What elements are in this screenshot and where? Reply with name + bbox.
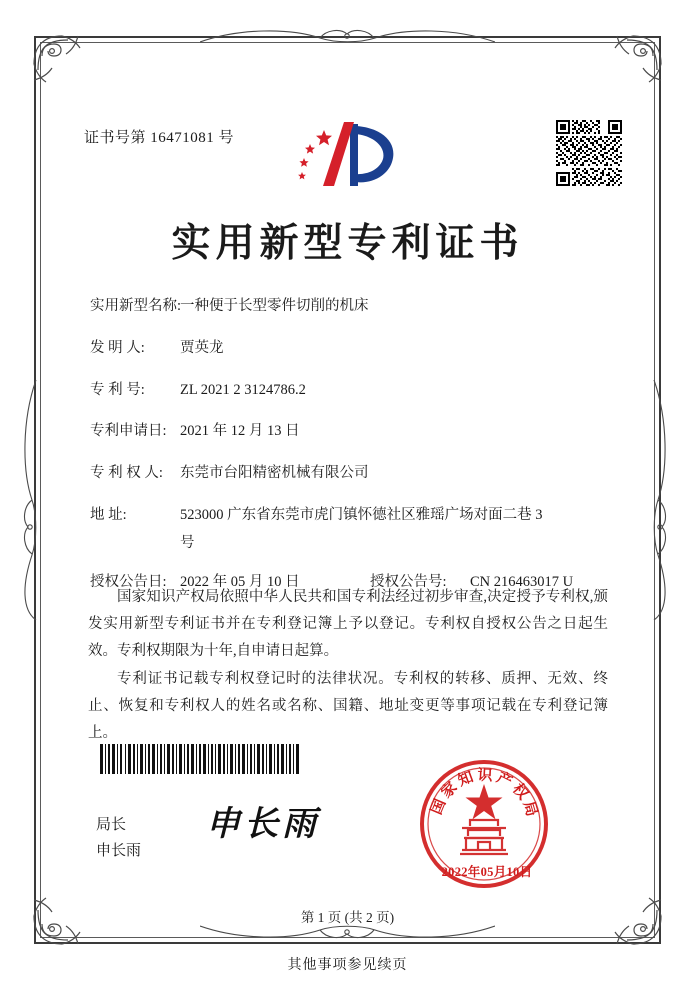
field-row-patent-number <box>90 380 610 402</box>
legal-paragraph: 国家知识产权局依照中华人民共和国专利法经过初步审查,决定授予专利权,颁发实用新型专利证书并在专利登记簿上予以登记。专利权自授权公告之日起生效。专利权期限为十年,自申请日起算。 <box>88 589 608 659</box>
barcode-icon <box>100 744 300 774</box>
page-indicator: 第 1 页 (共 2 页) <box>300 910 395 925</box>
field-label-grant-number: 授权公告号: <box>370 573 447 590</box>
legal-paragraph: 专利证书记载专利权登记时的法律状况。专利权的转移、质押、无效、终止、恢复和专利权人的姓名或名称、国籍、地址变更等事项记载在专利登记簿上。 <box>88 671 608 742</box>
page-title: 实用新型专利证书 <box>171 221 524 266</box>
cnipa-logo-icon <box>288 116 406 194</box>
address-line-2: 号 <box>180 534 195 551</box>
svg-text:国家知识产权局: 国家知识产权局 <box>426 765 543 822</box>
field-label-grant-date: 授权公告日: <box>90 573 167 590</box>
signature-labels <box>96 812 141 865</box>
director-name-label: 申长雨 <box>96 843 142 860</box>
field-label: 专利申请日: <box>90 423 167 440</box>
director-title-label: 局长 <box>96 817 127 833</box>
certificate-number: 证书号第 16471081 号 <box>84 130 235 146</box>
field-value: 2021 年 12 月 13 日 <box>180 423 300 440</box>
field-value-grant-date: 2022 年 05 月 10 日 <box>180 573 300 590</box>
field-label: 发 明 人: <box>90 339 145 356</box>
field-value: 东莞市台阳精密机械有限公司 <box>180 465 369 481</box>
field-value: 523000 广东省东莞市虎门镇怀德社区雅瑶广场对面二巷 3 <box>180 506 543 523</box>
field-row-utility-model-name <box>90 296 610 318</box>
field-value: 一种便于长型零件切削的机床 <box>180 298 369 314</box>
certificate-fields <box>90 296 610 613</box>
field-label: 专 利 号: <box>90 381 145 398</box>
field-row-patentee <box>90 463 610 485</box>
legal-text-block <box>88 584 608 749</box>
field-label: 专 利 权 人: <box>90 465 163 481</box>
field-label: 地 址: <box>90 506 127 523</box>
field-value: ZL 2021 2 3124786.2 <box>180 381 306 398</box>
seal-date: 2022年05月10日 <box>441 865 533 879</box>
field-value: 贾英龙 <box>180 339 224 356</box>
field-value-grant-number: CN 216463017 U <box>470 573 574 590</box>
director-handwritten-signature: 申长雨 <box>206 804 320 844</box>
field-row-address <box>90 505 610 527</box>
field-row-application-date <box>90 421 610 443</box>
field-row-inventor <box>90 338 610 360</box>
field-label: 实用新型名称: <box>90 298 182 314</box>
qr-code-icon <box>556 120 622 186</box>
footer-note: 其他事项参见续页 <box>287 958 408 973</box>
